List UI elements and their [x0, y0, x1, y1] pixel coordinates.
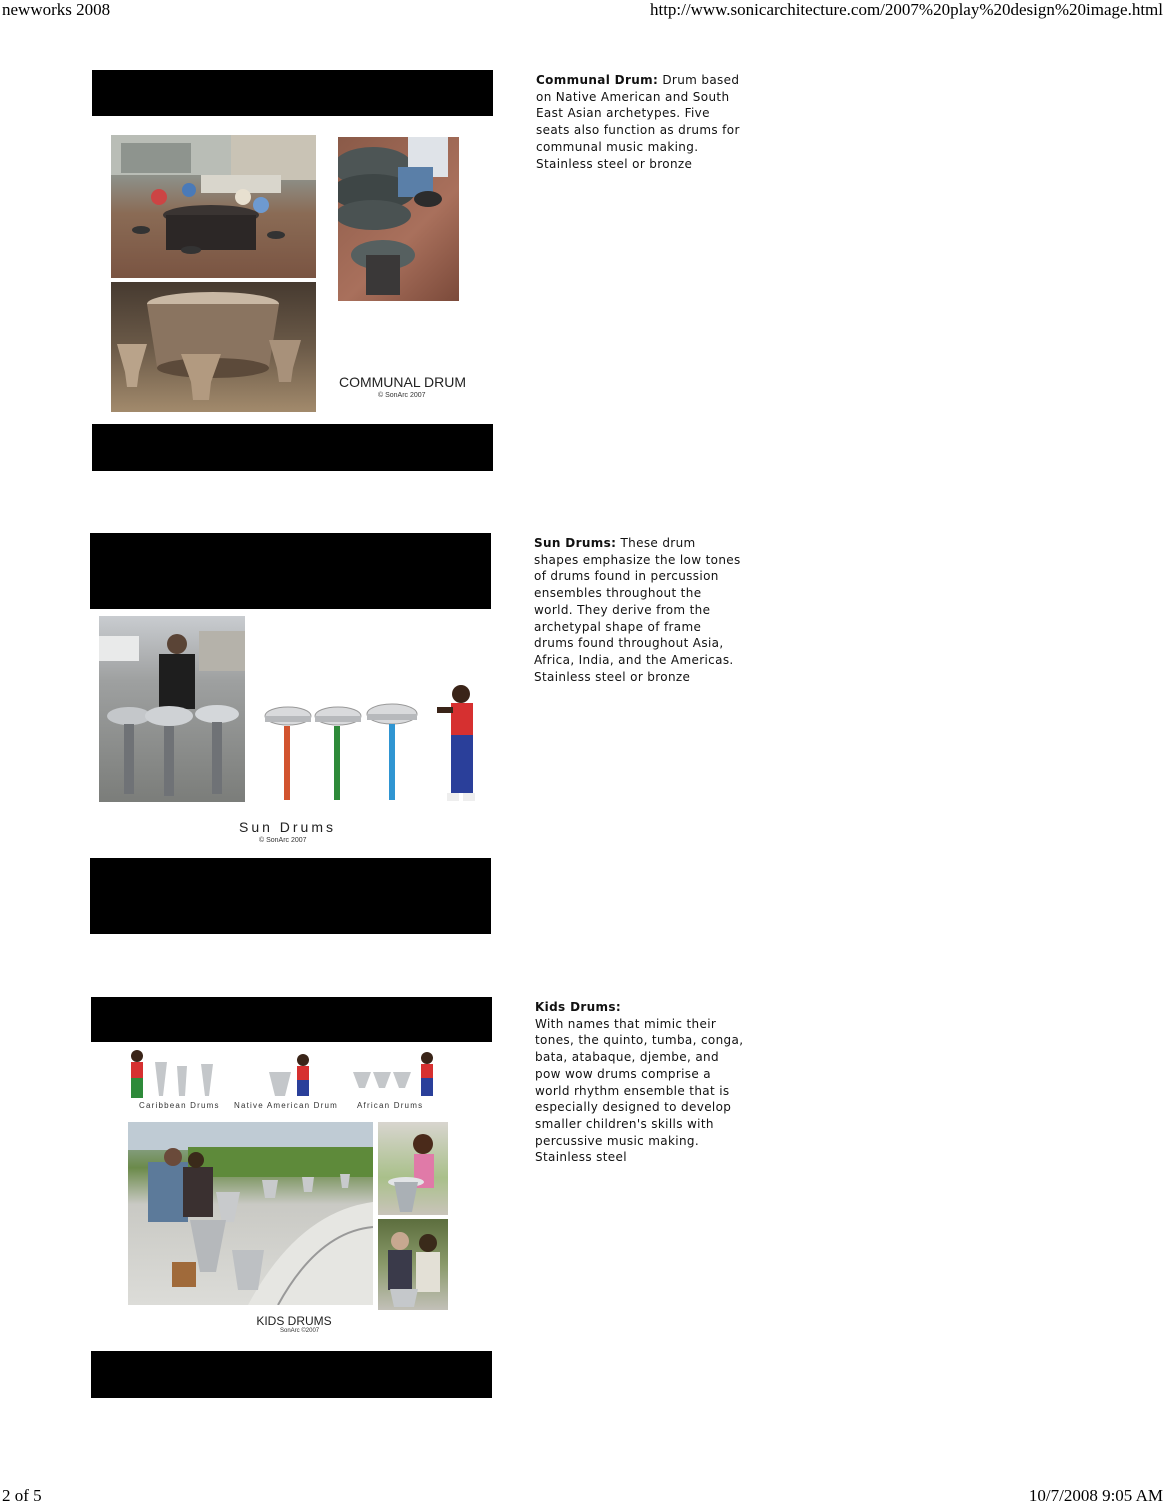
sun-drums-description [534, 535, 744, 685]
caribbean-drums-label: Caribbean Drums [139, 1101, 220, 1110]
sun-drums-title: Sun Drums: [534, 536, 617, 550]
communal-drum-description [536, 72, 746, 172]
communal-drum-title: Communal Drum: [536, 73, 659, 87]
kids-drums-description [535, 999, 745, 1166]
page-header-title: newworks 2008 [2, 0, 111, 19]
page-number: 2 of 5 [2, 1486, 42, 1505]
communal-drum-kids-photo [111, 135, 316, 278]
image-top-bar [92, 70, 493, 116]
kids-drums-caption: KIDS DRUMS [256, 1314, 332, 1328]
communal-drum-seat-closeup-photo [338, 137, 459, 301]
print-timestamp: 10/7/2008 9:05 AM [1028, 1486, 1163, 1505]
communal-drum-copyright: © SonArc 2007 [378, 392, 426, 399]
african-drums-label: African Drums [357, 1101, 424, 1110]
communal-drum-text: Drum based on Native American and South East Asian archetypes. Five seats also function as drums for communal music making. Stainless steel or bronze [536, 73, 740, 171]
kids-drums-text: With names that mimic their tones, the quinto, tumba, conga, bata, atabaque, djembe, and pow wow drums comprise a world rhythm ensemble that is especially designed to develop smaller children's skills with percussive music making. Stainless steel [535, 1016, 744, 1165]
sun-drums-copyright: © SonArc 2007 [259, 837, 307, 844]
native-american-drum-label: Native American Drum [234, 1101, 339, 1110]
kids-drums-girl-photo [378, 1122, 448, 1215]
kids-drums-park-photo [128, 1122, 373, 1305]
sun-drums-illustration [255, 680, 485, 812]
page-header-url[interactable]: http://www.sonicarchitecture.com/2007%20play%20design%20image.html [649, 0, 1163, 19]
kids-drums-illustration [125, 1048, 445, 1100]
image-bottom-bar [92, 424, 493, 471]
kids-drums-copyright: SonArc ©2007 [280, 1328, 320, 1334]
kids-drums-adults-photo [378, 1219, 448, 1310]
sun-drums-caption: Sun Drums [238, 819, 337, 835]
sun-drums-photo [99, 616, 245, 802]
kids-drums-title: Kids Drums: [535, 1000, 622, 1014]
image-bottom-bar [91, 1351, 492, 1398]
image-top-bar [91, 997, 492, 1042]
image-top-bar [90, 533, 491, 609]
communal-drum-steel-photo [111, 282, 316, 412]
communal-drum-caption: COMMUNAL DRUM [338, 374, 467, 390]
image-bottom-bar [90, 858, 491, 934]
sun-drums-text: These drum shapes emphasize the low tones of drums found in percussion ensembles throughout the world. They derive from the archetypal shape of frame drums found throughout Asia, Africa, India, and the Americas. Stainless steel or bronze [534, 536, 741, 684]
